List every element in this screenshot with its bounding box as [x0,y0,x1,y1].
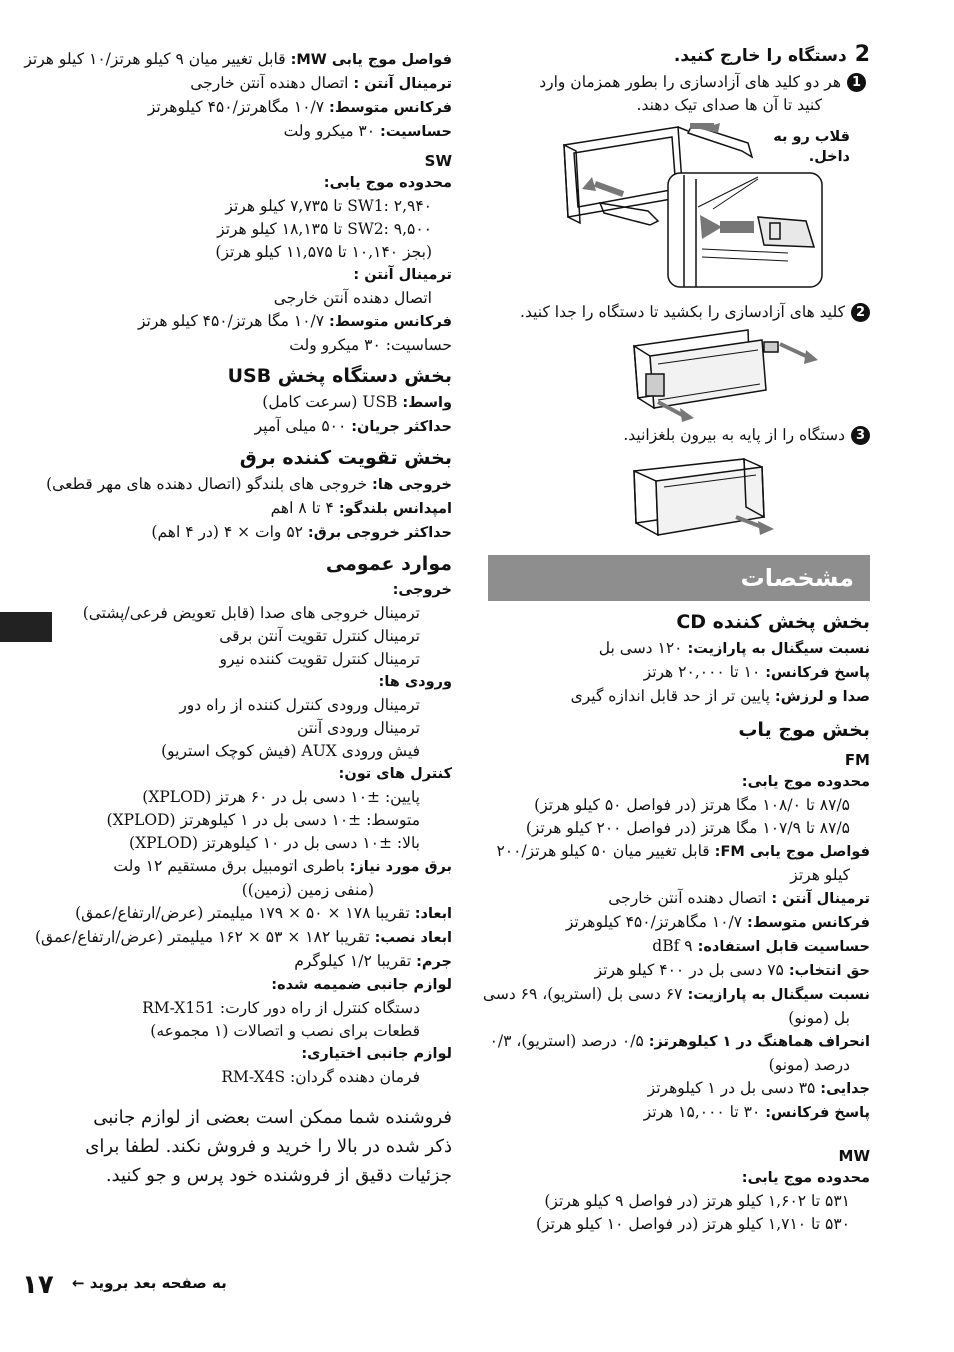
spec-label: پاسخ فرکانس: [765,665,870,681]
dealer-note: فروشنده شما ممکن است بعضی از لوازم جانبی ذکر شده در بالا را خرید و فروش نکند. لطفا برای جزئیات دقیق از فروشنده خود پرس و جو کنید. [85,1107,452,1186]
general-outputs-label: خروجی: [392,582,452,598]
spec-label: نسبت سیگنال به پارازیت: [687,987,870,1003]
spec-label: ترمینال آنتن : [771,891,870,907]
fm-thd [488,1030,870,1054]
spec-label: خروجی ها: [372,477,452,493]
spec-label: فرکانس متوسط: [329,314,452,330]
spec-label: حساسیت: [385,336,452,354]
spec-value: ۱۰ تا ۲۰,۰۰۰ هرتز [643,663,761,681]
step-item-3 [488,424,870,447]
spec-label: حق انتخاب: [788,963,870,979]
spec-value: ۱۲۰ دسی بل [598,639,683,657]
spec-value: ۶۷ دسی بل (استریو)، ۶۹ دسی [482,985,683,1003]
hook-label-line: قلاب رو به [773,129,850,145]
mw-sensitivity [70,120,452,144]
usb-section-title: بخش دستگاه پخش USB [227,365,452,387]
spec-value: اتصال دهنده آنتن خارجی [608,889,767,907]
amp-section-title: بخش تقویت کننده برق [239,447,452,469]
sw2-range: SW2: ۹,۵۰۰ تا ۱۸,۱۳۵ کیلو هرتز [217,220,432,238]
general-optional-item: فرمان دهنده گردان: RM-X4S [221,1068,420,1086]
amp-outputs [46,473,452,497]
spec-label: جدایی: [820,1081,870,1097]
fm-thd-cont: درصد (مونو) [768,1056,850,1074]
fm-heading: FM [844,751,870,769]
fm-step-cont: کیلو هرتز [790,866,850,884]
general-power-cont: (منفی زمین (زمین)) [241,881,374,899]
spec-value: ۴ تا ۸ اهم [270,499,334,517]
general-supplied-item: قطعات برای نصب و اتصالات (۱ مجموعه) [150,1022,420,1040]
general-output-item: ترمینال کنترل تقویت آنتن برقی [219,627,420,645]
spec-value: باطری اتومبیل برق مستقیم ۱۲ ولت [113,857,345,875]
sw-antenna-value: اتصال دهنده آنتن خارجی [273,289,432,307]
step-item-number: 1 [847,73,866,92]
general-supplied-label: لوازم جانبی ضمیمه شده: [271,977,452,993]
general-inputs-label: ورودی ها: [378,674,452,690]
general-supplied-item: دستگاه کنترل از راه دور کارت: RM-X151 [142,999,420,1017]
spec-label: ترمینال آنتن : [353,76,452,92]
spec-label: حساسیت قابل استفاده: [697,939,870,955]
general-tone-item: متوسط: ±۱۰ دسی بل در ۱ کیلوهرتز (XPLOD) [106,811,420,829]
fm-snr [482,983,870,1007]
usb-interface [70,391,452,415]
cd-section-title: بخش پخش کننده CD [676,611,870,633]
spec-label: حداکثر جریان: [351,419,452,435]
spec-label: جرم: [416,954,452,970]
general-section-title: موارد عمومی [325,553,452,575]
spec-label: فرکانس متوسط: [747,915,870,931]
spec-value: تقریبا ۱۸۲ × ۵۳ × ۱۶۲ میلیمتر (عرض/ارتفاع/عمق) [35,928,370,946]
spec-value: ۵۲ وات × ۴ (در ۴ اهم) [151,523,303,541]
mw-range-label: محدوده موج یابی: [741,1170,870,1186]
spec-value: پایین تر از حد قابل اندازه گیری [570,687,770,705]
page-number: ۱۷ [22,1270,54,1300]
step-item-text: کلید های آزادسازی را بکشید تا دستگاه را جدا کنید. [520,303,845,321]
spec-value: ۱۰/۷ مگاهرتز/۴۵۰ کیلوهرتز [565,913,743,931]
cd-freq [488,661,870,685]
cd-wow [488,685,870,709]
continue-next-page: به صفحه بعد بروید ← [72,1274,227,1292]
hook-label [764,127,850,167]
step-2-heading [488,40,870,71]
step-item-1-cont: کنید تا آن ها صدای تیک دهند. [636,96,822,114]
fm-range-label: محدوده موج یابی: [741,774,870,790]
sw-heading: SW [424,152,452,170]
spec-label: برق مورد نیاز: [349,859,452,875]
specifications-heading-bar: مشخصات [488,555,870,601]
fm-snr-cont: بل (مونو) [788,1009,850,1027]
step-title: دستگاه را خارج کنید. [673,46,847,66]
figure-slide-unit [488,447,870,543]
spec-label: ابعاد: [414,906,452,922]
general-input-item: ترمینال ورودی کنترل کننده از راه دور [179,696,420,714]
general-output-item: ترمینال کنترل تقویت کننده نیرو [219,650,420,668]
sw-sensitivity [70,334,452,357]
spec-value: ۳۰ تا ۱۵,۰۰۰ هرتز [643,1103,761,1121]
amp-impedance [70,497,452,521]
cd-snr [488,637,870,661]
hook-label-line: داخل. [808,149,850,165]
spec-label: ابعاد نصب: [374,930,452,946]
spec-value: تقریبا ۱۷۸ × ۵۰ × ۱۷۹ میلیمتر (عرض/ارتفاع/عمق) [75,904,410,922]
spec-value: قابل تغییر میان ۵۰ کیلو هرتز/۲۰۰ [496,842,710,860]
left-column [24,48,452,1190]
step-item-text: هر دو کلید های آزادسازی را بطور همزمان وارد [539,73,841,91]
general-input-item: فیش ورودی AUX (فیش کوچک استریو) [161,742,420,760]
spec-value: ۳۰ میکرو ولت [289,336,381,354]
general-tone-label: کنترل های تون: [338,766,452,782]
sw-antenna-label: ترمینال آنتن : [353,267,452,283]
spec-label: انحراف هماهنگ در ۱ کیلوهرتز: [648,1034,870,1050]
sw-range-label: محدوده موج یابی: [323,175,452,191]
section-tab-marker [0,612,52,642]
spec-label: واسط: [402,395,452,411]
fm-range-2: ۸۷/۵ تا ۱۰۷/۹ مگا هرتز (در فواصل ۲۰۰ کیلو هرتز) [525,819,850,837]
spec-label: صدا و لرزش: [774,689,870,705]
spec-label: فواصل موج یابی FM: [714,844,870,860]
figure-pull-unit [488,324,870,424]
mw-heading: MW [838,1147,870,1165]
fm-separation [488,1077,870,1101]
right-column [482,40,870,1236]
general-optional-label: لوازم جانبی اختیاری: [301,1046,452,1062]
spec-label: فواصل موج یابی MW: [290,52,452,68]
step-item-text: دستگاه را از پایه به بیرون بلغزانید. [623,426,845,444]
spec-value: اتصال دهنده آنتن خارجی [190,74,349,92]
spec-label: حداکثر خروجی برق: [307,525,452,541]
spec-label: پاسخ فرکانس: [765,1105,870,1121]
usb-current [70,415,452,439]
spec-value: خروجی های بلندگو (اتصال دهنده های مهر قطعی) [46,475,368,493]
general-input-item: ترمینال ورودی آنتن [297,719,420,737]
fm-freq [488,1101,870,1125]
general-dimensions [70,902,452,926]
spec-value: قابل تغییر میان ۹ کیلو هرتز/۱۰ کیلو هرتز [24,50,286,68]
spec-value: ۵۰۰ میلی آمپر [254,417,347,435]
mw-if [70,96,452,120]
mw-step [24,48,452,72]
spec-value: USB (سرعت کامل) [262,393,398,411]
general-mounting [35,926,452,950]
fm-if [488,911,870,935]
step-item-number: 2 [851,303,870,322]
step-item-2 [488,301,870,324]
general-mass [70,950,452,974]
amp-max-power [70,521,452,545]
spec-value: ۷۵ دسی بل در ۴۰۰ کیلو هرتز [594,961,784,979]
pull-unit-illustration [488,324,870,424]
spec-label: فرکانس متوسط: [329,100,452,116]
mw-antenna [70,72,452,96]
sw2-note: (بجز ۱۰,۱۴۰ تا ۱۱,۵۷۵ کیلو هرتز) [215,243,432,261]
fm-antenna [488,887,870,911]
spec-value: ۱۰/۷ مگا هرتز/۴۵۰ کیلو هرتز [138,312,325,330]
spec-label: حساسیت: [380,124,452,140]
mw-range-2: ۵۳۰ تا ۱,۷۱۰ کیلو هرتز (در فواصل ۱۰ کیلو هرتز) [536,1215,850,1233]
figure-insert-keys [488,117,870,299]
spec-value: تقریبا ۱/۲ کیلوگرم [294,952,412,970]
step-number: 2 [854,42,870,67]
fm-range-1: ۸۷/۵ تا ۱۰۸/۰ مگا هرتز (در فواصل ۵۰ کیلو هرتز) [534,796,850,814]
fm-selectivity [488,959,870,983]
spec-value: ۹ dBf [652,937,693,955]
general-output-item: ترمینال خروجی های صدا (قابل تعویض فرعی/پشتی) [82,604,420,622]
mw-range-1: ۵۳۱ تا ۱,۶۰۲ کیلو هرتز (در فواصل ۹ کیلو هرتز) [544,1192,850,1210]
sw-if [70,310,452,334]
spec-value: ۱۰/۷ مگاهرتز/۴۵۰ کیلوهرتز [147,98,325,116]
step-item-1 [488,71,870,94]
general-power [70,855,452,879]
general-tone-item: پایین: ±۱۰ دسی بل در ۶۰ هرتز (XPLOD) [142,788,420,806]
sw1-range: SW1: ۲,۹۴۰ تا ۷,۷۳۵ کیلو هرتز [225,197,432,215]
spec-label: امپدانس بلندگو: [338,501,452,517]
step-item-number: 3 [851,426,870,445]
spec-value: ۳۰ میکرو ولت [283,122,376,140]
fm-usable-sensitivity [488,935,870,959]
fm-step [488,840,870,864]
general-tone-item: بالا: ±۱۰ دسی بل در ۱۰ کیلوهرتز (XPLOD) [129,834,420,852]
spec-value: ۳۵ دسی بل در ۱ کیلوهرتز [647,1079,816,1097]
spec-label: نسبت سیگنال به پارازیت: [687,641,870,657]
slide-unit-illustration [488,447,870,543]
tuner-section-title: بخش موج یاب [738,719,870,741]
spec-value: ۰/۵ درصد (استریو)، ۰/۳ [489,1032,644,1050]
